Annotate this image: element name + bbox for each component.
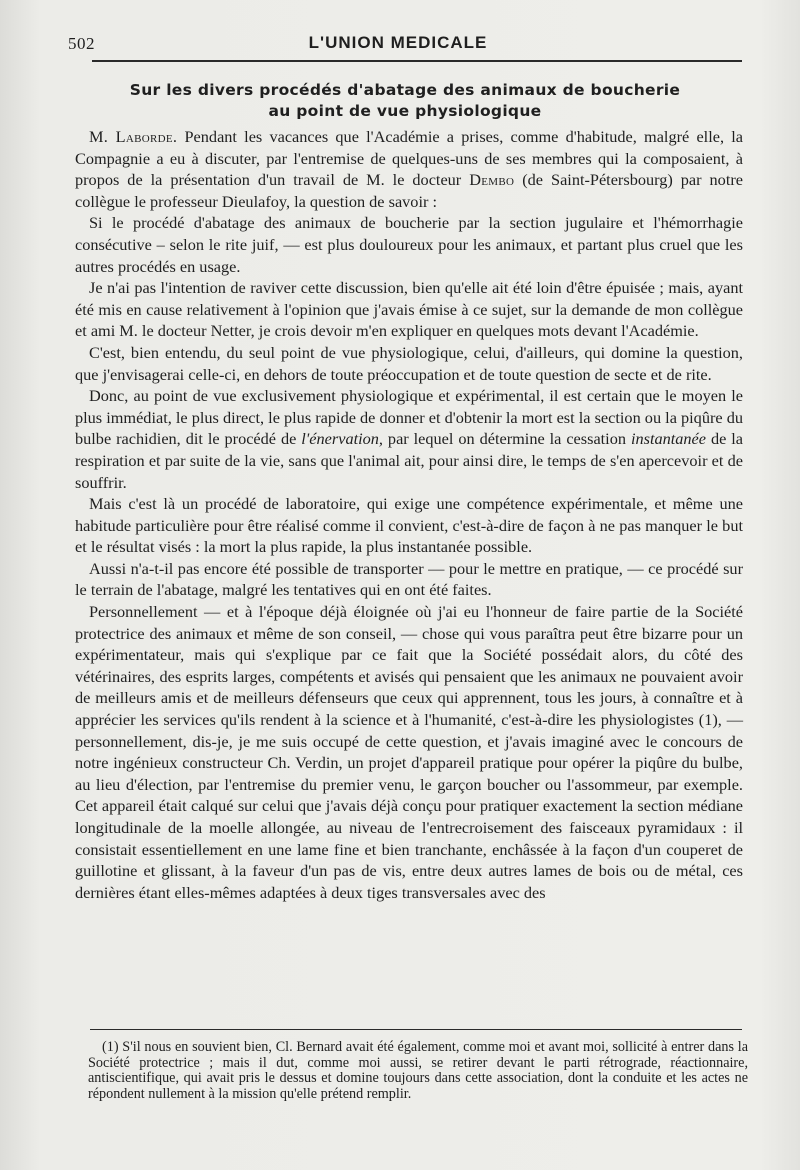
article-title-line-1: Sur les divers procédés d'abatage des animaux de boucherie bbox=[129, 81, 681, 99]
paragraph-5-italic-1: l'énervation, bbox=[301, 429, 383, 449]
paragraph-5 bbox=[75, 385, 743, 493]
article-body bbox=[75, 126, 743, 903]
header-rule bbox=[92, 60, 742, 62]
paragraph-3: Je n'ai pas l'intention de raviver cette discussion, bien qu'elle ait été loin d'être épuisée ; mais, ayant été mis en cause relativement à l'opinion que j'avais émise à ce sujet, sur la demande de mon collègue et ami M. le docteur Netter, je crois devoir m'en expliquer en quelques mots devant l'Académie. bbox=[75, 278, 743, 341]
paragraph-1-text: Pendant les vacances que l'Académie a prises, comme d'habitude, malgré elle, la Compagnie a eu à discuter, par l'entremise de quelques-uns de ses membres qui la composaient, à propos de la présentation d'un travail de M. le docteur bbox=[75, 127, 743, 190]
speaker-name: M. Laborde. bbox=[89, 127, 178, 146]
paragraph-6: Mais c'est là un procédé de laboratoire, qui exige une compétence expérimentale, et même une habitude particulière pour être réalisé comme il convient, c'est-à-dire de façon à ne pas manquer le but et le résultat visés : la mort la plus rapide, la plus instantanée possible. bbox=[75, 494, 743, 557]
paragraph-1-name: Dembo bbox=[469, 170, 515, 190]
article-title-line-2: au point de vue physiologique bbox=[268, 102, 542, 120]
paragraph-1 bbox=[75, 126, 743, 212]
paragraph-8: Personnellement — et à l'époque déjà éloignée où j'ai eu l'honneur de faire partie de la Société protectrice des animaux et même de son conseil, — chose qui vous paraîtra peut être bizarre pour un expérimentateur, mais qui s'explique par ce fait que la Société possédait alors, du côté des vétérinaires, des esprits larges, compétents et avisés qui pensaient que les animaux ne pouvaient avoir de meilleurs amis et de meilleurs défenseurs que ceux qui apprennent, tous les jours, à connaître et à apprécier les services qu'ils rendent à la science et à l'humanité, c'est-à-dire les physiologistes (1), — personnellement, dis-je, je me suis occupé de cette question, et j'avais imaginé avec le concours de notre ingénieux constructeur Ch. Verdin, un projet d'appareil pratique pour opérer la piqûre du bulbe, au lieu d'élection, par l'entremise du premier venu, le garçon boucher ou l'assommeur, par exemple. Cet appareil était calqué sur celui que j'avais déjà conçu pour pratiquer exactement la section médiane longitudinale de la moelle allongée, au niveau de l'entrecroisement des faisceaux pyramidaux : il consistait essentiellement en une lame fine et bien tranchante, enchâssée à la façon d'un couperet de guillotine et glissant, à la faveur d'un pas de vis, entre deux autres lames de bois ou de métal, ces dernières étant elles-mêmes adaptées à deux tiges transversales avec des bbox=[75, 602, 743, 902]
page-number: 502 bbox=[68, 34, 95, 53]
footnote bbox=[88, 1040, 748, 1102]
running-head bbox=[68, 30, 728, 56]
footnote-text: (1) S'il nous en souvient bien, Cl. Bernard avait été également, comme moi et avant moi, sollicité à entrer dans la Société protectrice ; mais il dut, comme moi aussi, se retirer devant le parti rétrograde, réactionnaire, antiscientifique, qui avait pris le dessus et domine toujours dans cette association, dont la conduite et les actes ne répondent nullement à la mission qu'elle prétend remplir. bbox=[88, 1039, 748, 1102]
paragraph-5-text-mid: par lequel on détermine la cessation bbox=[382, 429, 631, 449]
paragraph-4: C'est, bien entendu, du seul point de vue physiologique, celui, d'ailleurs, qui domine la question, que j'envisagerai celle-ci, en dehors de toute préoccupation et de toute question de secte et de rite. bbox=[75, 342, 743, 384]
paragraph-5-italic-2: instantanée bbox=[630, 429, 706, 449]
paragraph-7: Aussi n'a-t-il pas encore été possible de transporter — pour le mettre en pratique, — ce procédé sur le terrain de l'abatage, malgré les tentatives qui en ont été faites. bbox=[75, 558, 743, 600]
article-title bbox=[80, 80, 730, 122]
paragraph-5-text-after: de la respiration et par suite de la vie, sans que l'animal ait, pour ainsi dire, le temps de s'en apercevoir et de souffrir. bbox=[75, 429, 743, 492]
footnote-rule bbox=[90, 1029, 742, 1030]
paragraph-2: Si le procédé d'abatage des animaux de boucherie par la section jugulaire et l'hémorrhagie consécutive – selon le rite juif, — est plus douloureux pour les animaux, et partant plus cruel que les autres procédés en usage. bbox=[75, 213, 743, 276]
paragraph-5-text: Donc, au point de vue exclusivement physiologique et expérimental, il est certain que le moyen le plus immédiat, le plus direct, le plus rapide de donner et d'obtenir la mort est la section ou la piqûre du bulbe rachidien, dit le procédé de bbox=[75, 386, 743, 449]
paragraph-1-text-after: (de Saint-Pétersbourg) par notre collègue le professeur Dieulafoy, la question de savoir : bbox=[75, 170, 743, 211]
journal-title: L'UNION MEDICALE bbox=[308, 33, 488, 52]
